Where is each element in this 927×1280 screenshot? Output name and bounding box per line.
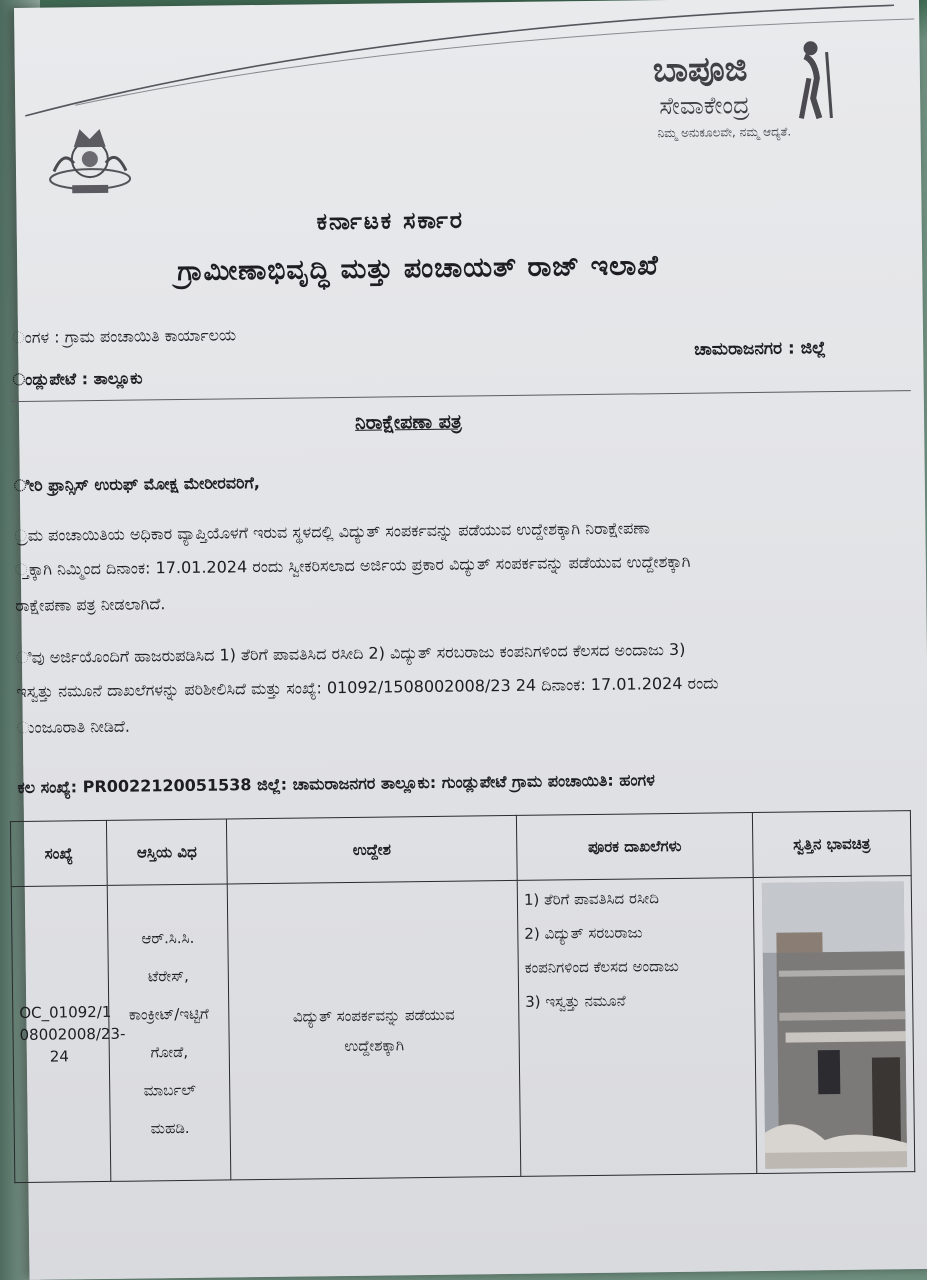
number-part-1: OC_01092/1 xyxy=(19,1002,112,1022)
paragraph-1-line-3: ರಾಕ್ಷೇಪಣಾ ಪತ್ರ ನೀಡಲಾಗಿದೆ. xyxy=(15,594,166,616)
property-table xyxy=(10,810,915,1183)
purpose-line-2: ಉದ್ದೇಶಕ್ಕಾಗಿ xyxy=(344,1035,405,1055)
property-type-5: ಮಾರ್ಬಲ್ xyxy=(143,1080,196,1099)
document-item-3: ಕಂಪನಿಗಳಿಂದ ಕೆಲಸದ ಅಂದಾಜು xyxy=(524,956,679,977)
cell-property-type xyxy=(107,884,231,1181)
document-item-4: 3) ಇಸ್ವತ್ತು ನಮೂನೆ xyxy=(525,991,626,1011)
property-type-6: ಮಹಡಿ. xyxy=(150,1118,190,1137)
document-item-2: 2) ವಿದ್ಯುತ್ ಸರಬರಾಜು xyxy=(524,923,643,943)
paragraph-2-line-3: ುಂಜೂರಾತಿ ನೀಡಿದೆ. xyxy=(16,716,131,738)
paragraph-2-line-1: ಿವು ಅರ್ಜಿಯೊಂದಿಗೆ ಹಾಜರುಪಡಿಸಿದ 1) ತೆರಿಗೆ ಪಾವತಿಸಿದ ರಸೀದಿ 2) ವಿದ್ಯುತ್ ಸರಬರಾಜು ಕಂಪನಿಗಳಿಂದ ಕೆಲಸದ ಅಂದಾಜು 3) xyxy=(15,639,686,668)
brand-subtitle: ಸೇವಾಕೇಂದ್ರ xyxy=(659,91,750,121)
property-type-3: ಕಾಂಕ್ರೀಟ್/ಇಟ್ಟಿಗೆ xyxy=(128,1004,209,1024)
header-divider xyxy=(11,390,911,402)
number-part-3: 24 xyxy=(49,1046,70,1066)
paragraph-2-line-2: ಇಸ್ವತ್ತು ನಮೂನೆ ದಾಖಲೆಗಳನ್ನು ಪರಿಶೀಲಿಸಿದೆ ಮತ್ತು ಸಂಖ್ಯೆ: 01092/1508002008/23 24 ದಿನಾಂಕ: 17.01.2024 ರಂದು xyxy=(16,673,719,702)
property-type-4: ಗೋಡೆ, xyxy=(150,1042,189,1061)
karnataka-emblem-icon xyxy=(43,119,136,208)
cell-purpose xyxy=(227,880,521,1180)
cell-number xyxy=(11,885,126,1182)
district-line: ಚಾಮರಾಜನಗರ : ಜಿಲ್ಲೆ xyxy=(694,338,826,360)
cell-photo xyxy=(753,876,915,1174)
header-number: ಸಂಖ್ಯೆ xyxy=(10,820,107,886)
bapuji-seva-kendra-logo xyxy=(624,38,845,151)
property-photo xyxy=(761,881,906,1169)
table-header-row xyxy=(10,811,911,887)
document-page xyxy=(11,0,927,1280)
number-part-2: 08002008/23- xyxy=(19,1024,126,1044)
salutation: ೀರಿ ಫ್ರಾನ್ಸಿಸ್ ಉರುಫ್ ಮೋಕ್ಷ ಮೇರೀರವರಿಗೆ, xyxy=(13,473,260,496)
document-item-1: 1) ತೆರಿಗೆ ಪಾವತಿಸಿದ ರಸೀದಿ xyxy=(523,889,659,909)
taluk-line: ಂಡ್ಲುಪೇಟೆ : ತಾಲ್ಲೂಕು xyxy=(12,368,143,390)
property-type-2: ಟೆರೇಸ್, xyxy=(147,966,189,985)
header-documents: ಪೂರಕ ದಾಖಲೆಗಳು xyxy=(516,813,753,881)
header-purpose: ಉದ್ದೇಶ xyxy=(226,815,517,884)
paragraph-1-line-1: ್ರಮ ಪಂಚಾಯಿತಿಯ ಅಧಿಕಾರ ವ್ಯಾಪ್ತಿಯೊಳಗೆ ಇರುವ ಸ್ಥಳದಲ್ಲಿ ವಿದ್ಯುತ್ ಸಂಪರ್ಕವನ್ನು ಪಡೆಯುವ ಉದ್ದೇಶಕ್ಕಾಗಿ ನಿರಾಕ್ಷೇಪಣಾ xyxy=(14,518,651,546)
brand-name: ಬಾಪೂಜಿ xyxy=(652,49,748,91)
cell-documents xyxy=(517,878,757,1177)
department-title: ಗ್ರಾಮೀಣಾಭಿವೃದ್ಧಿ ಮತ್ತು ಪಂಚಾಯತ್ ರಾಜ್ ಇಲಾಖೆ xyxy=(177,250,660,288)
table-row xyxy=(11,876,915,1183)
property-details-line: ಕಲ ಸಂಖ್ಯೆ: PR0022120051538 ಜಿಲ್ಲೆ: ಚಾಮರಾಜನಗರ ತಾಲ್ಲೂಕು: ಗುಂಡ್ಲುಪೇಟೆ ಗ್ರಾಮ ಪಂಚಾಯಿತಿ: ಹಂಗಳ xyxy=(17,770,655,798)
letter-subject: ನಿರಾಕ್ಷೇಪಣಾ ಪತ್ರ xyxy=(354,410,462,434)
property-type-1: ಆರ್.ಸಿ.ಸಿ. xyxy=(141,928,195,948)
brand-tagline: ನಿಮ್ಮ ಅನುಕೂಲವೇ, ನಮ್ಮ ಆದ್ಯತೆ. xyxy=(657,124,792,141)
panchayat-office-line: ಂಗಳ : ಗ್ರಾಮ ಪಂಚಾಯಿತಿ ಕಾರ್ಯಾಲಯ xyxy=(11,325,237,348)
header-property-type: ಆಸ್ತಿಯ ವಿಧ xyxy=(106,819,227,885)
header-photo: ಸ್ವತ್ತಿನ ಭಾವಚಿತ್ರ xyxy=(752,811,911,878)
government-title: ಕರ್ನಾಟಕ ಸರ್ಕಾರ xyxy=(316,207,465,236)
purpose-line-1: ವಿದ್ಯುತ್ ಸಂಪರ್ಕವನ್ನು ಪಡೆಯುವ xyxy=(292,1005,455,1026)
paragraph-1-line-2: ್ತಕ್ಕಾಗಿ ನಿಮ್ಮಿಂದ ದಿನಾಂಕ: 17.01.2024 ರಂದು ಸ್ವೀಕರಿಸಲಾದ ಅರ್ಜಿಯ ಪ್ರಕಾರ ವಿದ್ಯುತ್ ಸಂಪರ್ಕವನ್ನು ಪಡೆಯುವ ಉದ್ದೇಶಕ್ಕಾಗಿ xyxy=(14,551,691,580)
gandhi-figure-icon xyxy=(774,38,845,121)
